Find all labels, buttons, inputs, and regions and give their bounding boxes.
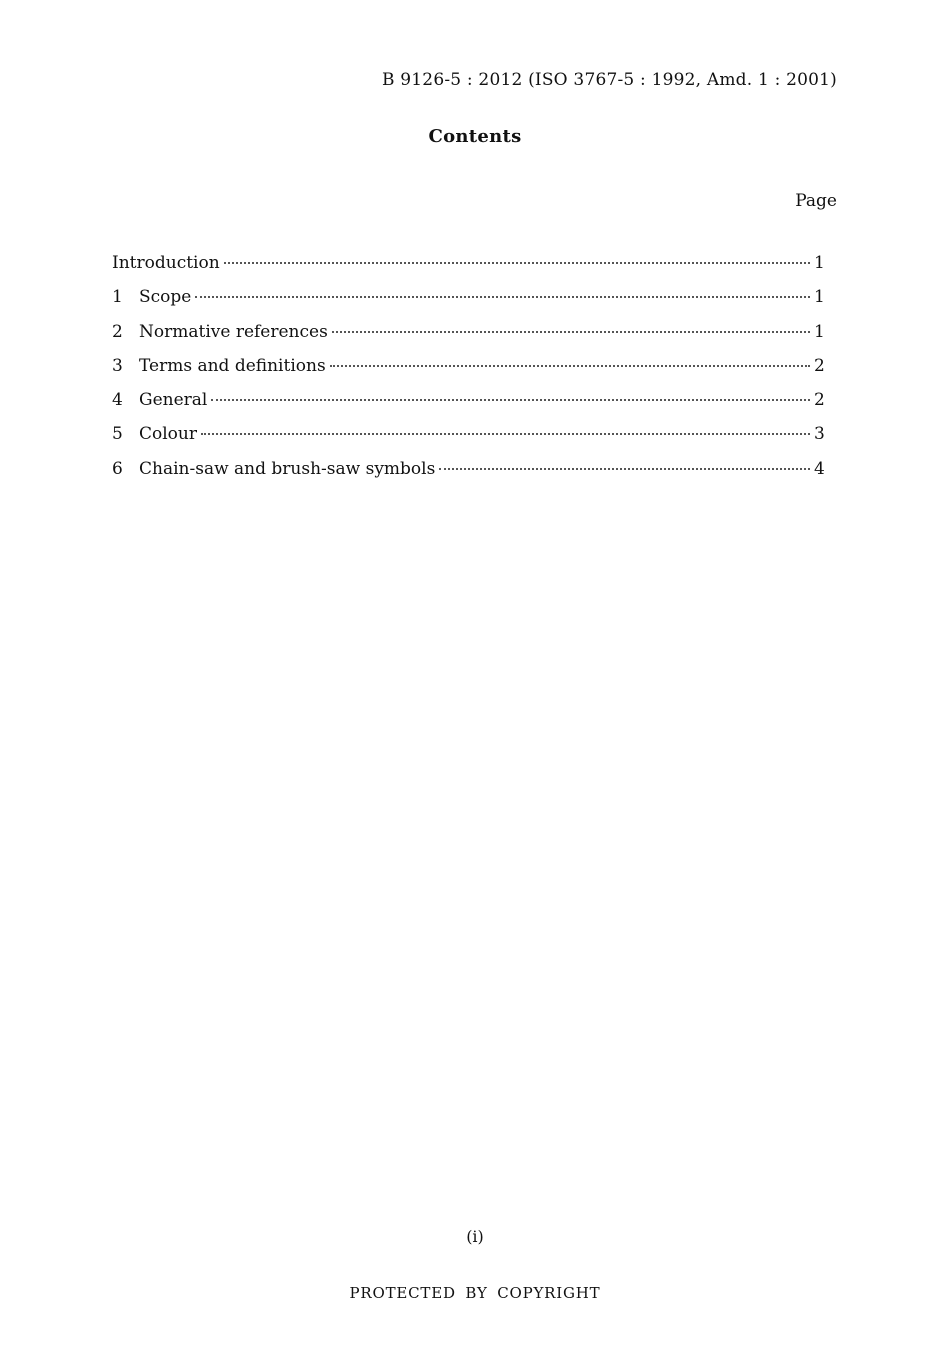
toc-dot-leader (201, 433, 810, 435)
toc-dot-leader (439, 468, 810, 470)
toc-entry-page: 4 (814, 458, 825, 479)
toc-entry-page: 3 (814, 424, 825, 445)
copyright-notice: PROTECTED BY COPYRIGHT (349, 1284, 601, 1302)
toc-entry-title: Scope (139, 287, 192, 308)
toc-entry-title: Normative references (139, 321, 328, 342)
table-of-contents (112, 253, 824, 493)
toc-entry-terms-and-definitions[interactable] (112, 356, 824, 390)
toc-entry-number: 1 (112, 287, 123, 308)
toc-entry-number: 5 (112, 424, 123, 445)
document-identifier: B 9126-5 : 2012 (ISO 3767-5 : 1992, Amd. 1 : 2001) (381, 70, 837, 90)
toc-entry-title: Terms and definitions (139, 355, 326, 376)
toc-entry-introduction[interactable] (112, 253, 824, 287)
toc-entry-number: 6 (112, 458, 123, 479)
toc-dot-leader (224, 262, 810, 264)
toc-entry-number: 4 (112, 390, 123, 411)
page-title: Contents (428, 126, 522, 147)
toc-entry-page: 1 (814, 321, 825, 342)
toc-entry-colour[interactable] (112, 424, 824, 458)
toc-dot-leader (195, 296, 810, 298)
toc-entry-page: 2 (814, 390, 825, 411)
toc-entry-title: Introduction (112, 253, 220, 273)
toc-entry-title: Chain-saw and brush-saw symbols (139, 458, 436, 479)
toc-entry-number: 3 (112, 355, 123, 376)
toc-entry-title: Colour (139, 424, 197, 445)
toc-entry-chain-saw-symbols[interactable] (112, 459, 824, 493)
toc-dot-leader (330, 365, 810, 367)
toc-entry-number: 2 (112, 321, 123, 342)
toc-entry-page: 1 (814, 287, 825, 308)
toc-entry-normative-references[interactable] (112, 322, 824, 356)
toc-entry-page: 1 (814, 253, 825, 273)
toc-dot-leader (332, 331, 810, 333)
toc-entry-title: General (139, 390, 208, 411)
page-number: (i) (466, 1227, 484, 1246)
toc-dot-leader (211, 399, 810, 401)
toc-entry-page: 2 (814, 355, 825, 376)
toc-entry-general[interactable] (112, 390, 824, 424)
toc-entry-scope[interactable] (112, 287, 824, 321)
page-column-label: Page (795, 191, 837, 211)
